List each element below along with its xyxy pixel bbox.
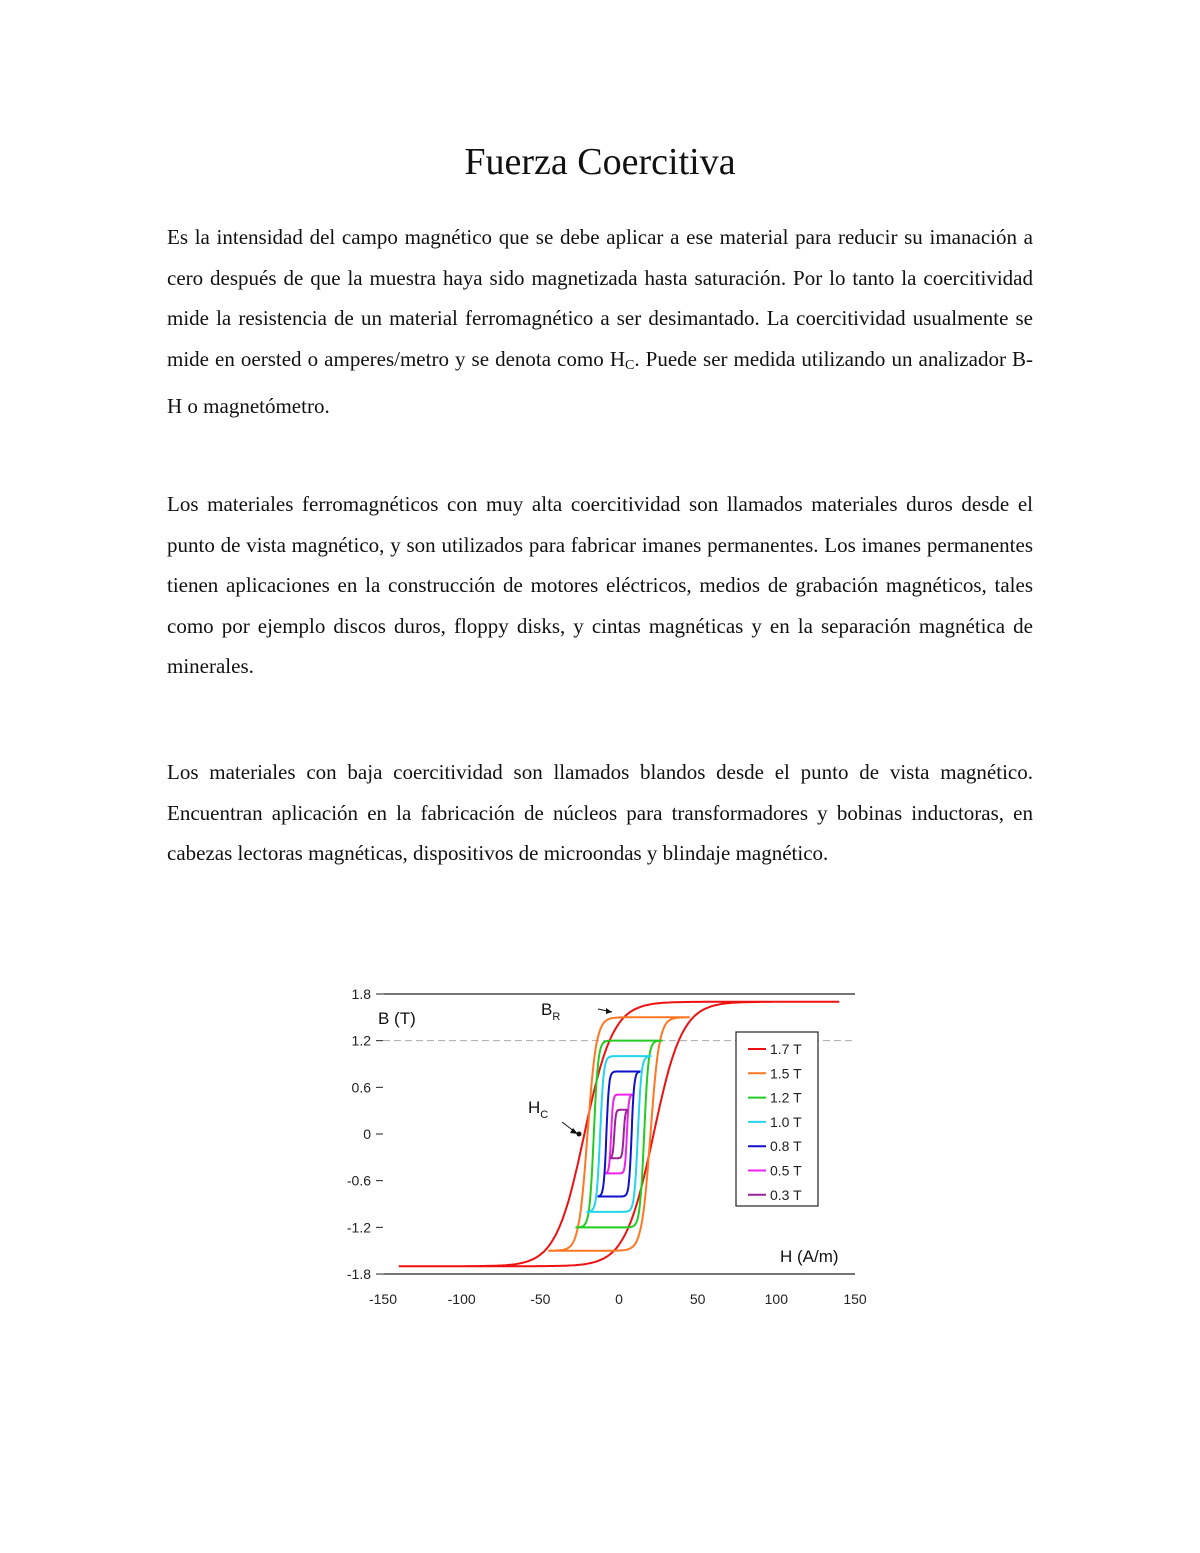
br-annotation (541, 1000, 612, 1023)
hysteresis-chart (300, 975, 880, 1315)
loop-1-2-t (577, 1041, 662, 1228)
br-label-main: B (541, 1000, 553, 1019)
y-tick-label: 1.8 (351, 986, 371, 1002)
br-label (541, 1000, 560, 1023)
paragraph-definition-text: Es la intensidad del campo magnético que se debe aplicar a ese material para reducir su imanación a cero después de que la muestra haya sido magnetizada hasta saturación. Por lo tanto la coercitividad mide la resistencia de un material ferromagnético a ser desimantado. La coercitividad usualmente se mide en oersted o amperes/metro y se denota como H (167, 225, 1033, 371)
br-label-sub: R (552, 1011, 561, 1023)
legend-label: 0.8 T (770, 1138, 802, 1155)
paragraph-soft-materials: Los materiales con baja coercitividad son llamados blandos desde el punto de vista magnético. Encuentran aplicación en la fabricación de núcleos para transformadores y bobinas inductoras, en cabezas lectoras magnéticas, dispositivos de microondas y blindaje magnético. (167, 760, 1033, 865)
y-tick-label: 1.2 (351, 1032, 371, 1049)
x-axis-label: H (A/m) (780, 1247, 839, 1266)
y-axis-label: B (T) (378, 1009, 416, 1028)
hc-label-main: H (528, 1098, 541, 1117)
y-tick-label: -0.6 (346, 1172, 371, 1189)
page-title: Fuerza Coercitiva (464, 141, 736, 183)
x-tick-label: 0 (615, 1291, 623, 1307)
hc-point (577, 1132, 582, 1137)
hc-subscript: C (625, 357, 635, 373)
legend-label: 0.5 T (770, 1162, 802, 1179)
x-tick-label: 150 (843, 1291, 867, 1307)
x-tick-label: 50 (689, 1291, 706, 1307)
legend-label: 0.3 T (770, 1186, 802, 1203)
y-tick-label: 0 (363, 1126, 371, 1142)
loop-0-8-t (599, 1072, 640, 1197)
paragraph-definition (167, 217, 1033, 427)
y-tick-label: 0.6 (351, 1079, 371, 1096)
x-tick-label: -100 (447, 1291, 476, 1307)
legend-label: 1.7 T (770, 1041, 802, 1057)
hc-label-sub: C (540, 1109, 549, 1121)
loop-0-5-t (606, 1095, 631, 1174)
legend-label: 1.5 T (770, 1065, 802, 1082)
br-arrowhead (606, 1008, 612, 1014)
x-tick-label: -150 (368, 1291, 398, 1307)
loop-0-3-t (611, 1110, 627, 1158)
chart-legend (736, 1032, 818, 1206)
paragraph-definition-tail: . Puede ser medida utilizando un analizador B-H o magnetómetro. (167, 346, 1033, 418)
loop-1-5-t (548, 1017, 690, 1250)
hc-label (528, 1098, 548, 1121)
paragraph-hard-materials: Los materiales ferromagnéticos con muy alta coercitividad son llamados materiales duros desde el punto de vista magnético, y son utilizados para fabricar imanes permanentes. Los imanes permanentes tienen aplicaciones en la construcción de motores eléctricos, medios de grabación magnéticos, tales como por ejemplo discos duros, floppy disks, y cintas magnéticas y en la separación magnética de minerales. (167, 492, 1033, 678)
x-tick-label: -50 (530, 1291, 551, 1307)
y-tick-label: -1.2 (346, 1219, 371, 1236)
legend-label: 1.2 T (770, 1089, 802, 1106)
y-tick-label: -1.8 (346, 1266, 371, 1282)
hc-annotation (528, 1098, 582, 1137)
legend-label: 1.0 T (770, 1113, 802, 1130)
x-tick-label: 100 (764, 1291, 789, 1307)
